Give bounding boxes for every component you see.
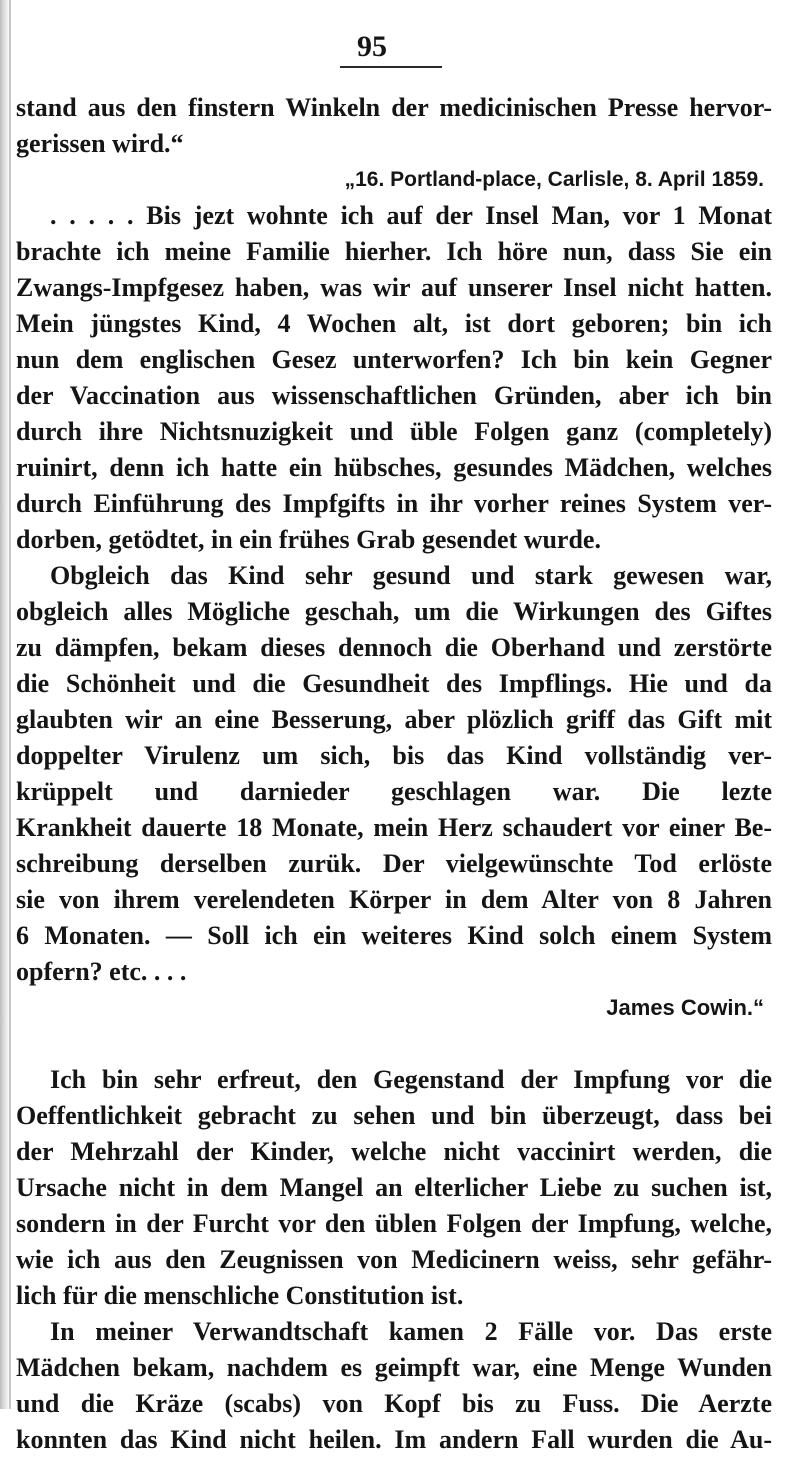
text-line: Krankheit dauerte 18 Monate, mein Herz schaudert vor einer Be- [16,813,772,842]
text-line: Mein jüngstes Kind, 4 Wochen alt, ist dort geboren; bin ich [16,309,772,338]
page-number: 95 [357,30,387,63]
text-line: dorben, getödtet, in ein frühes Grab gesendet wurde. [16,525,601,554]
text-line: schreibung derselben zurük. Der vielgewünschte Tod erlöste [16,849,772,878]
text-line: gerissen wird.“ [16,129,184,158]
text-line: doppelter Virulenz um sich, bis das Kind vollständig ver- [16,741,772,770]
text-line: Ursache nicht in dem Mangel an elterlicher Liebe zu suchen ist, [16,1173,772,1202]
text-line: sondern in der Furcht vor den üblen Folgen der Impfung, welche, [16,1209,772,1238]
text-line: 6 Monaten. — Soll ich ein weiteres Kind solch einem System [16,921,772,950]
text-line: In meiner Verwandtschaft kamen 2 Fälle vor. Das erste [50,1317,772,1346]
text-line: durch Einführung des Impfgifts in ihr vorher reines System ver- [16,489,772,518]
text-line: sie von ihrem verelendeten Körper in dem Alter von 8 Jahren [16,885,772,914]
text-line: durch ihre Nichtsnuzigkeit und üble Folgen ganz (completely) [16,417,772,446]
text-line: . . . . . Bis jezt wohnte ich auf der Insel Man, vor 1 Monat [50,201,772,230]
text-line: Oeffentlichkeit gebracht zu sehen und bin überzeugt, dass bei [16,1101,772,1130]
text-line: der Mehrzahl der Kinder, welche nicht vaccinirt werden, die [16,1137,772,1166]
text-line: Mädchen bekam, nachdem es geimpft war, eine Menge Wunden [16,1353,772,1382]
text-line: Ich bin sehr erfreut, den Gegenstand der Impfung vor die [50,1065,772,1094]
text-line: zu dämpfen, bekam dieses dennoch die Oberhand und zerstörte [16,633,772,662]
text-line: konnten das Kind nicht heilen. Im andern Fall wurden die Au- [16,1425,772,1454]
letter-dateline: „16. Portland-place, Carlisle, 8. April 1859. [344,168,764,191]
text-line: die Schönheit und die Gesundheit des Impflings. Hie und da [16,669,772,698]
text-line: opfern? etc. . . . [16,957,187,986]
text-line: und die Kräze (scabs) von Kopf bis zu Fuss. Die Aerzte [16,1389,772,1418]
text-line: Zwangs-Impfgesez haben, was wir auf unserer Insel nicht hatten. [16,273,772,302]
paragraph-gap [16,1026,772,1062]
text-line: ruinirt, denn ich hatte ein hübsches, gesundes Mädchen, welches [16,453,772,482]
text-line: nun dem englischen Gesez unterworfen? Ich bin kein Gegner [16,345,772,374]
page-gutter-line [9,0,11,1409]
text-line: wie ich aus den Zeugnissen von Medicinern weiss, sehr gefähr- [16,1245,772,1274]
text-line: obgleich alles Mögliche geschah, um die Wirkungen des Giftes [16,597,772,626]
text-line: Obgleich das Kind sehr gesund und stark gewesen war, [50,561,772,590]
text-line: der Vaccination aus wissenschaftlichen Gründen, aber ich bin [16,381,772,410]
text-line: brachte ich meine Familie hierher. Ich höre nun, dass Sie ein [16,237,772,266]
text-line: stand aus den finstern Winkeln der medicinischen Presse hervor- [16,93,772,122]
page-number-underline [340,66,442,68]
letter-signature: James Cowin.“ [606,995,764,1020]
text-line: glaubten wir an eine Besserung, aber plözlich griff das Gift mit [16,705,772,734]
page-text [16,90,772,1458]
text-line: lich für die menschliche Constitution ist. [16,1281,464,1310]
text-line: krüppelt und darnieder geschlagen war. Die lezte [16,777,772,806]
